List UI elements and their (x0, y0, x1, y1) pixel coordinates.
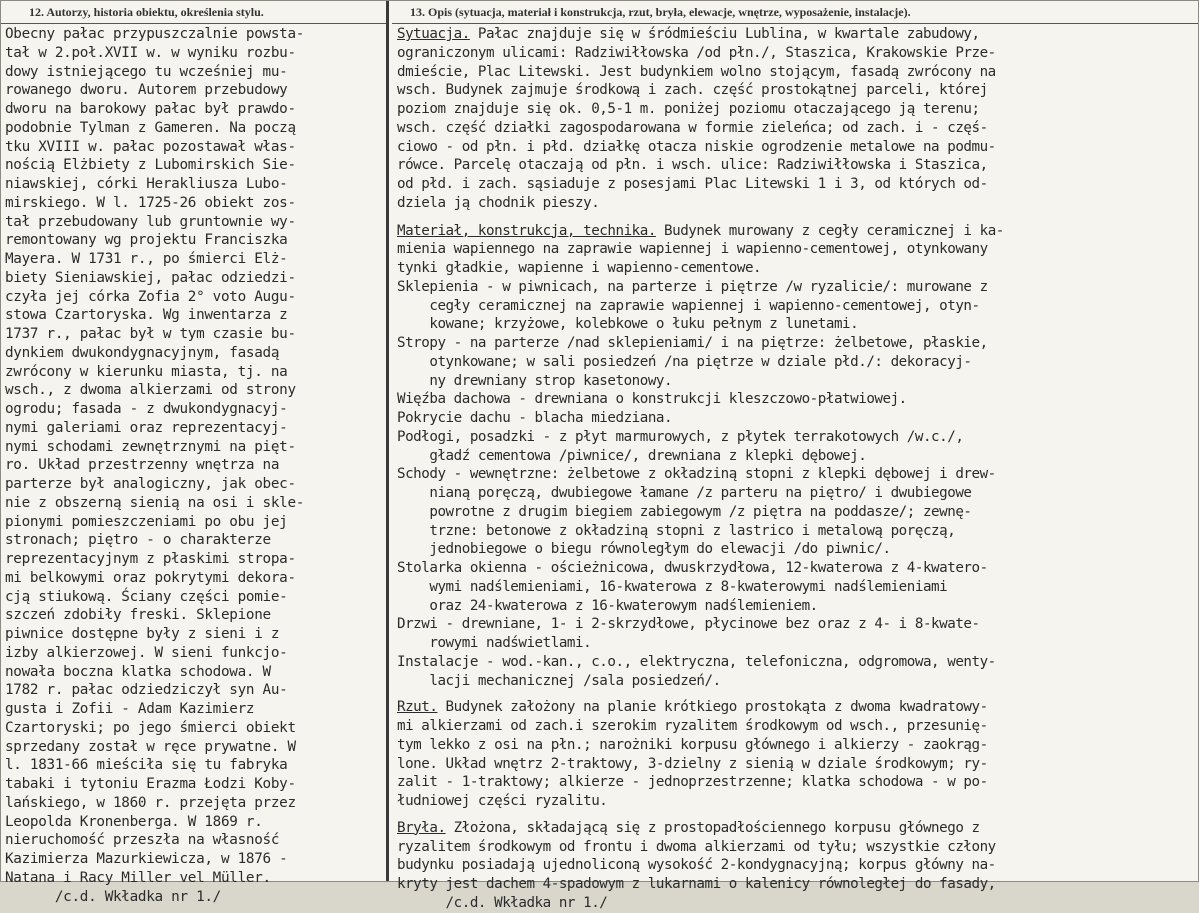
history-line: mirskiego. W l. 1725-26 obiekt zos- (5, 194, 296, 211)
history-line: czyła jej córka Zofia 2° voto Augu- (5, 288, 296, 305)
description-line: Sklepienia - w piwnicach, na parterze i piętrze /w ryzalicie/: murowane z (397, 278, 988, 295)
section-heading: Rzut. (397, 699, 438, 716)
history-line: rowanego dworu. Autorem przebudowy (5, 82, 288, 99)
history-line: nie z obszerną sienią na osi i skle- (5, 494, 305, 511)
history-line: nością Elżbiety z Lubomirskich Sie- (5, 157, 296, 174)
description-line: tym lekko z osi na płn.; narożniki korpusu głównego i alkierzy - zaokrąg- (397, 736, 988, 753)
description-line: lacji mechanicznej /sala posiedzeń/. (397, 672, 721, 689)
description-line (397, 698, 1198, 717)
description-line: od płd. i zach. sąsiaduje z posesjami Plac Litewski 1 i 3, od których od- (397, 176, 988, 192)
description-line (397, 819, 1198, 838)
history-line: lańskiego, w 1860 r. przejęta przez (5, 794, 296, 811)
history-line: dynkiem dwukondygnacyjnym, fasadą (5, 344, 280, 361)
description-line: tynki gładkie, wapienne i wapienno-cementowe. (397, 260, 762, 276)
description-line: oraz 24-kwaterowa z 16-kwaterowym nadślemieniem. (397, 597, 818, 614)
history-line: /c.d. Wkładka nr 1./ (5, 888, 221, 905)
description-line: rowymi nadświetlami. (397, 635, 592, 651)
description-line: Stropy - na parterze /nad sklepieniami/ i na piętrze: żelbetowe, płaskie, (397, 335, 988, 351)
description-line: /c.d. Wkładka nr 1./ (397, 894, 608, 911)
description-line: Podłogi, posadzki - z płyt marmurowych, z płytek terrakotowych /w.c./, (397, 428, 964, 445)
history-line: nowała boczna klatka schodowa. W (5, 663, 271, 680)
history-line: stronach; piętro - o charakterze (5, 532, 271, 549)
description-line (397, 222, 1198, 241)
description-column (392, 1, 1198, 911)
description-line: zalit - 1-traktowy; alkierze - jednoprzestrzenne; klatka schodowa - w po- (397, 774, 988, 791)
history-line: 1782 r. pałac odziedziczył syn Au- (5, 682, 288, 699)
description-line: ny drewniany strop kasetonowy. (397, 372, 673, 389)
history-line: cją stiukową. Ściany części pomie- (5, 588, 288, 605)
description-line: mienia wapiennego na zaprawie wapiennej i wapienno-cementowej, otynkowany (397, 241, 988, 258)
history-line: Mayera. W 1731 r., po śmierci Elż- (5, 251, 288, 267)
description-line: Pokrycie dachu - blacha miedziana. (397, 410, 673, 426)
history-line: zwrócony w kierunku miasta, tj. na (5, 363, 288, 380)
description-line: lone. Układ wnętrz 2-traktowy, 3-dzielny z sienią w dziale środkowym; ry- (397, 755, 988, 772)
history-line: ogrodu; fasada - z dwukondygnacyj- (5, 401, 288, 417)
description-line: dziela ją chodnik pieszy. (397, 194, 600, 211)
history-line: tku XVIII w. pałac pozostawał włas- (5, 138, 296, 155)
description-line: nianą poręczą, dwubiegowe łamane /z parteru na piętro/ i dwubiegowe (397, 485, 972, 501)
history-line: gusta i Zofii - Adam Kazimierz (5, 701, 255, 717)
history-line: 1737 r., pałac był w tym czasie bu- (5, 326, 296, 342)
description-section (397, 698, 1198, 811)
description-line: ciowo - od płn. i płd. działkę otacza niskie ogrodzenie metalowe na podmu- (397, 138, 996, 155)
history-line: Natana i Racy Miller vel Müller. (5, 869, 271, 886)
description-section (397, 25, 1198, 213)
history-line: mi belkowymi oraz pokrytymi dekora- (5, 569, 296, 586)
description-line: Drzwi - drewniane, 1- i 2-skrzydłowe, płycinowe bez oraz z 4- i 8-kwate- (397, 616, 980, 633)
description-line: dmieście, Plac Litewski. Jest budynkiem wolno stojącym, fasadą zwrócony na (397, 63, 996, 80)
description-line: trzne: betonowe z okładziną stopni z lastrico i metalową poręczą, (397, 522, 956, 539)
history-line: wsch., z dwoma alkierzami od strony (5, 382, 296, 399)
history-line: reprezentacyjnym z płaskimi stropa- (5, 551, 296, 567)
description-line: ograniczonym ulicami: Radziwiłłowska /od płn./, Staszica, Krakowskie Prze- (397, 44, 996, 61)
description-section (397, 819, 1198, 913)
description-line: Instalacje - wod.-kan., c.o., elektryczna, telefoniczna, odgromowa, wenty- (397, 653, 996, 670)
description-line (397, 25, 1198, 44)
description-line: wymi nadślemieniami, 16-kwaterowa z 8-kwaterowymi nadślemieniami (397, 578, 948, 595)
description-line: wsch. część działki zagospodarowana w formie zieleńca; od zach. i - częś- (397, 119, 988, 136)
section-text: Budynek murowany z cegły ceramicznej i ka- (655, 222, 1004, 239)
history-line: Kazimierza Mazurkiewicza, w 1876 - (5, 851, 288, 867)
history-line: szczeń zdobiły freski. Sklepione (5, 607, 271, 624)
history-line: biety Sieniawskiej, pałac odziedzi- (5, 269, 296, 286)
description-text (392, 24, 1198, 913)
section-text: Złożona, składającą się z prostopadłościennego korpusu głównego z (445, 819, 980, 836)
description-line: mi alkierzami od zach.i szerokim ryzalitem środkowym od wsch., przesunię- (397, 718, 988, 734)
history-line: dworu na barokowy pałac był prawdo- (5, 101, 296, 117)
description-line: łudniowej części ryzalitu. (397, 793, 608, 809)
description-line: kryty jest dachem 4-spadowym z lukarnami o kalenicy równoległej do fasady, (397, 876, 996, 892)
section-text: Pałac znajduje się w śródmieściu Lublina, w kwartale zabudowy, (469, 26, 980, 42)
history-line: podobnie Tylman z Gameren. Na począ (5, 119, 296, 136)
description-header: 13. Opis (sytuacja, materiał i konstrukcja, rzut, bryła, elewacje, wnętrze, wyposażenie, instalacje). (392, 1, 1198, 24)
history-line: nymi schodami zewnętrznymi na pięt- (5, 438, 296, 455)
section-text: Budynek założony na planie krótkiego prostokąta z dwoma kwadratowy- (437, 699, 988, 716)
history-line: tał przebudowany lub gruntownie wy- (5, 213, 296, 230)
section-heading: Bryła. (397, 819, 446, 836)
section-heading: Materiał, konstrukcja, technika. (397, 222, 656, 239)
description-line: gładź cementowa /piwnice/, drewniana z klepki dębowej. (397, 447, 867, 464)
description-line: otynkowane; w sali posiedzeń /na piętrze w dziale płd./: dekoracyj- (397, 353, 972, 370)
history-line: stowa Czartoryska. Wg inwentarza z (5, 307, 288, 324)
history-line: izby alkierzowej. W sieni funkcjo- (5, 644, 288, 661)
history-line: pionymi pomieszczeniami po obu jej (5, 513, 288, 530)
history-text (1, 24, 386, 906)
description-line: Schody - wewnętrzne: żelbetowe z okładziną stopni z klepki dębowej i drew- (397, 466, 996, 483)
history-line: tał w 2.poł.XVII w. w wyniku rozbu- (5, 44, 296, 61)
description-line: powrotne z drugim biegiem zabiegowym /z piętra na poddasze/; zewnę- (397, 503, 972, 520)
history-line: ro. Układ przestrzenny wnętrza na (5, 457, 280, 474)
description-line: Więźba dachowa - drewniana o konstrukcji kleszczowo-płatwiowej. (397, 391, 907, 408)
history-line: niawskiej, córki Herakliusza Lubo- (5, 176, 288, 192)
description-line: rówce. Parcelę otaczają od płn. i wsch. ulice: Radziwiłłowska i Staszica, (397, 157, 988, 174)
history-line: sprzedany został w ręce prywatne. W (5, 738, 296, 755)
history-line: Obecny pałac przypuszczalnie powsta- (5, 26, 305, 42)
history-line: piwnice dostępne były z sieni i z (5, 626, 280, 642)
description-line: ryzalitem środkowym od frontu i dwoma alkierzami od tyłu; wszystkie człony (397, 838, 996, 855)
description-line: Stolarka okienna - ościeżnicowa, dwuskrzydłowa, 12-kwaterowa z 4-kwatero- (397, 560, 988, 576)
history-line: dowy istniejącego tu wcześniej mu- (5, 63, 288, 80)
description-line: budynku posiadają ujednoliconą wysokość 2-kondygnacyjną; korpus główny na- (397, 857, 996, 874)
description-line: jednobiegowe o biegu równoległym do elewacji /do piwnic/. (397, 541, 891, 558)
description-line: cegły ceramicznej na zaprawie wapiennej i wapienno-cementowej, otyn- (397, 297, 980, 314)
section-heading: Sytuacja. (397, 26, 470, 42)
description-line: poziom znajduje się ok. 0,5-1 m. poniżej poziomu otaczającego ją terenu; (397, 101, 980, 117)
description-section (397, 222, 1198, 691)
history-line: tabaki i tytoniu Erazma Łodzi Koby- (5, 776, 296, 792)
history-line: parterze był analogiczny, jak obec- (5, 476, 296, 492)
description-line: wsch. Budynek zajmuje środkową i zach. część prostokątnej parceli, której (397, 82, 988, 99)
history-header: 12. Autorzy, historia obiektu, określenia stylu. (1, 1, 386, 24)
description-line: kowane; krzyżowe, kolebkowe o łuku pełnym z lunetami. (397, 316, 859, 333)
history-line: remontowany wg projektu Franciszka (5, 232, 288, 249)
history-line: nieruchomość przeszła na własność (5, 832, 280, 849)
history-line: l. 1831-66 mieściła się tu fabryka (5, 757, 288, 774)
history-line: nymi galeriami oraz reprezentacyj- (5, 419, 288, 436)
history-line: Leopolda Kronenberga. W 1869 r. (5, 813, 263, 830)
history-line: Czartoryski; po jego śmierci obiekt (5, 719, 296, 736)
history-column (1, 1, 389, 905)
